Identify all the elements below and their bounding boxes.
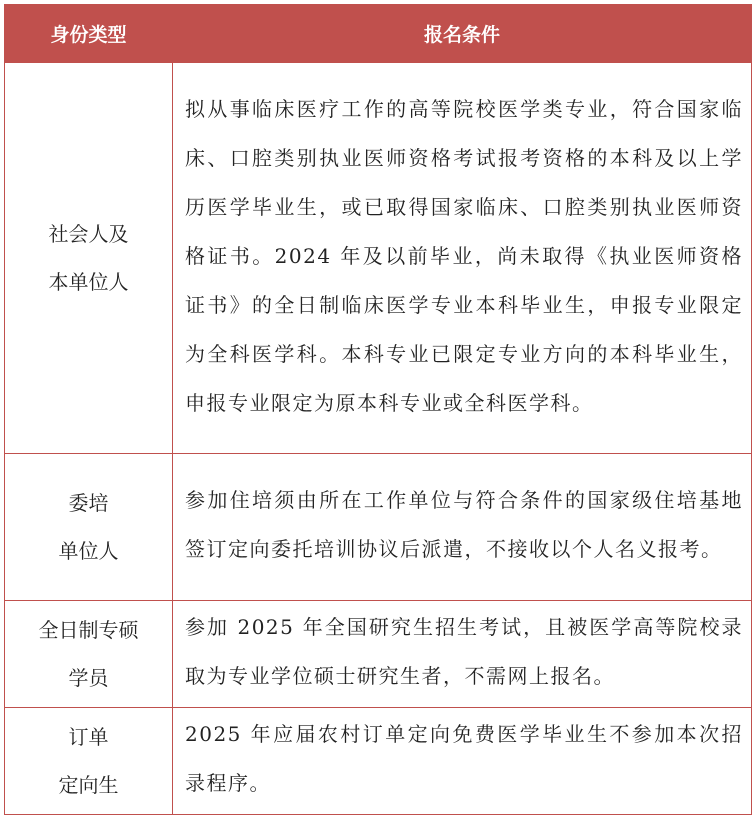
- identity-type-line: 学员: [68, 666, 109, 690]
- identity-type-line: 全日制专硕: [38, 618, 139, 642]
- identity-type-line: 定向生: [58, 773, 119, 797]
- identity-type-line: 社会人及: [48, 222, 129, 246]
- table-row: [5, 454, 752, 601]
- table-row: [5, 63, 752, 454]
- identity-type-line: 委培: [68, 491, 109, 515]
- table-header-row: [5, 5, 752, 63]
- identity-type-cell: [5, 708, 173, 815]
- identity-type-cell: [5, 63, 173, 454]
- condition-cell: 参加 2025 年全国研究生招生考试，且被医学高等院校录取为专业学位硕士研究生者，不需网上报名。: [173, 601, 752, 708]
- header-identity-type: 身份类型: [5, 5, 173, 63]
- condition-cell: 2025 年应届农村订单定向免费医学毕业生不参加本次招录程序。: [173, 708, 752, 815]
- condition-cell: 参加住培须由所在工作单位与符合条件的国家级住培基地签订定向委托培训协议后派遣，不接收以个人名义报考。: [173, 454, 752, 601]
- registration-conditions-table: [4, 4, 752, 815]
- identity-type-line: 订单: [68, 725, 109, 749]
- header-registration-conditions: 报名条件: [173, 5, 752, 63]
- identity-type-cell: [5, 601, 173, 708]
- table-row: [5, 708, 752, 815]
- identity-type-cell: [5, 454, 173, 601]
- identity-type-line: 本单位人: [48, 270, 129, 294]
- table-row: [5, 601, 752, 708]
- condition-cell: 拟从事临床医疗工作的高等院校医学类专业，符合国家临床、口腔类别执业医师资格考试报考资格的本科及以上学历医学毕业生，或已取得国家临床、口腔类别执业医师资格证书。2024 年及以前毕业，尚未取得《执业医师资格证书》的全日制临床医学专业本科毕业生，申报专业限定为全科医学科。本科专业已限定专业方向的本科毕业生，申报专业限定为原本科专业或全科医学科。: [173, 63, 752, 454]
- identity-type-line: 单位人: [58, 539, 119, 563]
